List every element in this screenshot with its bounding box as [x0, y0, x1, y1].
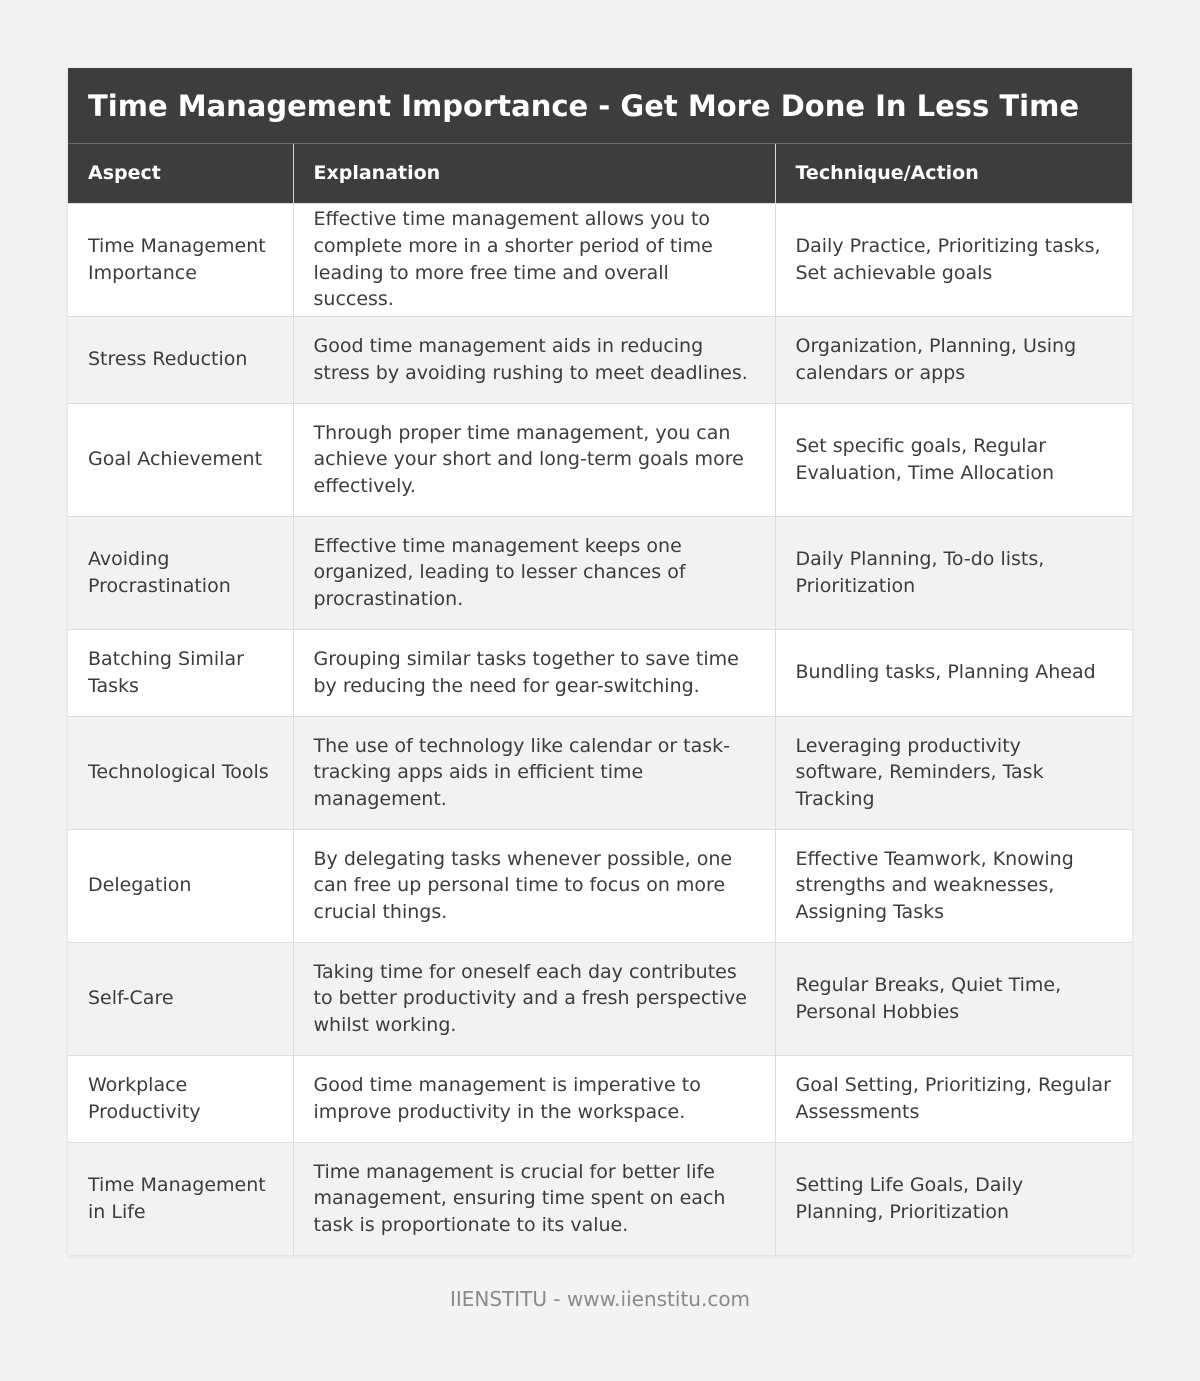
aspect-cell: Avoiding Procrastination [68, 516, 293, 629]
aspect-cell: Technological Tools [68, 716, 293, 829]
technique-cell: Set specific goals, Regular Evaluation, Time Allocation [775, 403, 1132, 516]
aspect-cell: Time Management in Life [68, 1142, 293, 1255]
technique-cell: Daily Planning, To-do lists, Prioritization [775, 516, 1132, 629]
table-row [68, 942, 1132, 1055]
technique-cell: Setting Life Goals, Daily Planning, Prioritization [775, 1142, 1132, 1255]
explanation-cell: Good time management aids in reducing stress by avoiding rushing to meet deadlines. [293, 316, 775, 403]
table-row [68, 1055, 1132, 1142]
technique-cell: Daily Practice, Prioritizing tasks, Set achievable goals [775, 203, 1132, 316]
technique-cell: Leveraging productivity software, Reminders, Task Tracking [775, 716, 1132, 829]
aspect-cell: Batching Similar Tasks [68, 629, 293, 716]
table-row [68, 516, 1132, 629]
data-table [68, 144, 1132, 1255]
technique-cell: Organization, Planning, Using calendars or apps [775, 316, 1132, 403]
table-row [68, 1142, 1132, 1255]
aspect-cell: Stress Reduction [68, 316, 293, 403]
aspect-cell: Goal Achievement [68, 403, 293, 516]
explanation-cell: Effective time management allows you to complete more in a shorter period of time leading to more free time and overall success. [293, 203, 775, 316]
aspect-cell: Delegation [68, 829, 293, 942]
column-header-technique: Technique/Action [775, 144, 1132, 203]
column-header-aspect: Aspect [68, 144, 293, 203]
explanation-cell: Grouping similar tasks together to save time by reducing the need for gear-switching. [293, 629, 775, 716]
title-bar [68, 68, 1132, 144]
explanation-cell: Through proper time management, you can achieve your short and long-term goals more effectively. [293, 403, 775, 516]
explanation-cell: Good time management is imperative to improve productivity in the workspace. [293, 1055, 775, 1142]
explanation-cell: Taking time for oneself each day contributes to better productivity and a fresh perspective whilst working. [293, 942, 775, 1055]
table-row [68, 403, 1132, 516]
column-header-explanation: Explanation [293, 144, 775, 203]
table-header-row [68, 144, 1132, 203]
table-row [68, 829, 1132, 942]
footer-credit: IIENSTITU - www.iienstitu.com [449, 1287, 751, 1311]
explanation-cell: Effective time management keeps one organized, leading to lesser chances of procrastination. [293, 516, 775, 629]
table-row [68, 316, 1132, 403]
explanation-cell: The use of technology like calendar or task-tracking apps aids in efficient time management. [293, 716, 775, 829]
technique-cell: Bundling tasks, Planning Ahead [775, 629, 1132, 716]
table-row [68, 203, 1132, 316]
explanation-cell: By delegating tasks whenever possible, one can free up personal time to focus on more crucial things. [293, 829, 775, 942]
explanation-cell: Time management is crucial for better life management, ensuring time spent on each task is proportionate to its value. [293, 1142, 775, 1255]
aspect-cell: Self-Care [68, 942, 293, 1055]
aspect-cell: Workplace Productivity [68, 1055, 293, 1142]
table-row [68, 716, 1132, 829]
table-row [68, 629, 1132, 716]
aspect-cell: Time Management Importance [68, 203, 293, 316]
page-title: Time Management Importance - Get More Done In Less Time [88, 88, 1080, 123]
table-card [68, 68, 1132, 1255]
technique-cell: Goal Setting, Prioritizing, Regular Assessments [775, 1055, 1132, 1142]
technique-cell: Regular Breaks, Quiet Time, Personal Hobbies [775, 942, 1132, 1055]
technique-cell: Effective Teamwork, Knowing strengths and weaknesses, Assigning Tasks [775, 829, 1132, 942]
